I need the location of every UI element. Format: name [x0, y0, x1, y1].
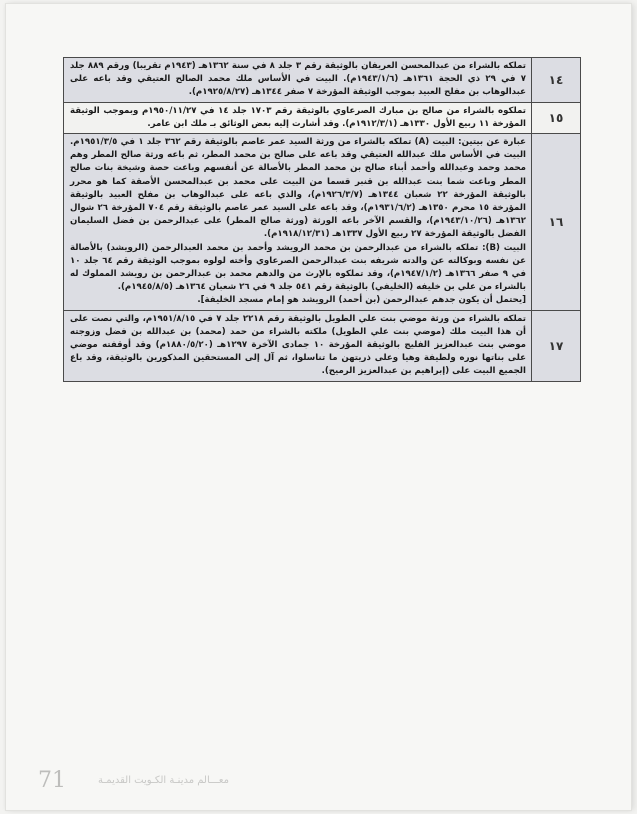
records-table	[63, 57, 581, 382]
table-row	[64, 310, 581, 381]
footer-book-title: معـــالم مدينـة الكـويت القديمـة	[98, 775, 229, 786]
row-text: تملكوه بالشراء من صالح بن مبارك الصرعاوي بالوثيقة رقم ١٧٠٣ جلد ١٤ في ١٩٥٠/١١/٢٧م وبموجب الوثيقة المؤرخة ١١ ربيع الأول ١٣٣٠هـ (١٩١٢/٣/١م). وقد أشارت إليه بعض الوثائق بـ ملك ابن عامر.	[64, 102, 532, 133]
row-number: ١٧	[532, 310, 581, 381]
note-paragraph: [يحتمل أن يكون جدهم عبدالرحمن (بن أحمد) الرويشد هو إمام مسجد الخليفة].	[197, 295, 526, 306]
house-b-paragraph: البيت (B): تملكه بالشراء من عبدالرحمن بن محمد الرويشد وأحمد بن محمد العبدالرحمن (الرويشد) بالأصالة عن نفسه وبوكالته عن والدته شريفه بنت عبدالرحمن الصرعاوي وأخته لولوه بموجب الوثيقة رقم ٦٤ جلد ١٠ في ٩ صفر ١٣٦٦هـ (١٩٤٧/١/٢م)، وقد تملكوه بالإرث من والدهم محمد بن عبدالرحمن بن رويشد المملوك له بالشراء من علي بن خليفه (الخليفي) بالوثيقة رقم ٥٤١ جلد ٩ في ٢٦ شعبان ١٣٦٤هـ (١٩٤٥/٨/٥م).	[70, 242, 526, 293]
row-number: ١٤	[532, 58, 581, 103]
page-number: 71	[38, 768, 66, 793]
row-text: تملكه بالشراء من عبدالمحسن العريفان بالوثيقة رقم ٣ جلد ٨ في سنة ١٣٦٢هـ (١٩٤٣م تقريبا) ورقم ٨٨٩ جلد ٧ في ٢٩ ذي الحجة ١٣٦١هـ (١٩٤٣/١/٦م). البيت في الأساس ملك محمد الصالح العتيقي وقد باعه على عبدالوهاب بن مفلح العبيد بموجب الوثيقة المؤرخة ٧ صفر ١٣٤٤هـ (١٩٢٥/٨/٢٧م).	[64, 58, 532, 103]
row-number: ١٦	[532, 134, 581, 311]
house-a-paragraph: عبارة عن بيتين: البيت (A) تملكه بالشراء من ورثة السيد عمر عاصم بالوثيقة رقم ٣٦٢ جلد ١ في ١٩٥١/٣/٥م. البيت في الأساس ملك عبدالله العتيقي وقد باعه على صالح بن محمد المطر، ثم باعه ورثة صالح المطر وهم محمد وحمد وعبدالله وأحمد أبناء صالح بن محمد المطر بالأصالة عن أنفسهم وباعت حصة وشيخة بنات صالح المطر وباعت شما بنت عبدالله بن قنبر قسما من البيت على محمد بن عبدالمحسن الأصقة كما هو محرر بالوثيقة المؤرخة ٢٢ شعبان ١٣٤٤هـ (١٩٢٦/٣/٧م)، والذي باعه على عبدالوهاب بن مفلح العبيد بالوثيقة المؤرخة ١٥ محرم ١٣٥٠هـ (١٩٣١/٦/٢م)، وقد باعه على السيد عمر عاصم بالوثيقة رقم ٧٠٤ المؤرخة ٢٦ شوال ١٣٦٢هـ (١٩٤٣/١٠/٢٦م)، والقسم الآخر باعه الورثة (ورثة صالح المطر) على عبدالرحمن بن فضل السليمان الفضل بالوثيقة المؤرخة ٢٧ ربيع الأول ١٣٣٧هـ (١٩١٨/١٢/٣١م).	[70, 137, 526, 240]
row-number: ١٥	[532, 102, 581, 133]
table-row	[64, 58, 581, 103]
page	[6, 4, 631, 810]
table-row	[64, 102, 581, 133]
row-text-group	[64, 134, 532, 311]
table-row	[64, 134, 581, 311]
row-text: تملكه بالشراء من ورثة موضي بنت علي الطويل بالوثيقة رقم ٢٢١٨ جلد ٧ في ١٩٥١/٨/١٥م، والتي نصت على أن هذا البيت ملك (موضي بنت علي الطويل) ملكته بالشراء من حمد (محمد) بن عبدالله بن فضل وزوجته موضي بنت عبدالعزيز الفليج بالوثيقة المؤرخة ١٠ جمادى الآخرة ١٢٩٧هـ (١٨٨٠/٥/٢٠م) وقد أوقفته موضي على بناتها نوره ولطيفة وهيا وعلى ذريتهن ما تناسلوا، ثم آل إلى المستحقين المذكورين بالوثيقة، وقد باع الجميع البيت على (إبراهيم بن عبدالعزيز الرميح).	[64, 310, 532, 381]
